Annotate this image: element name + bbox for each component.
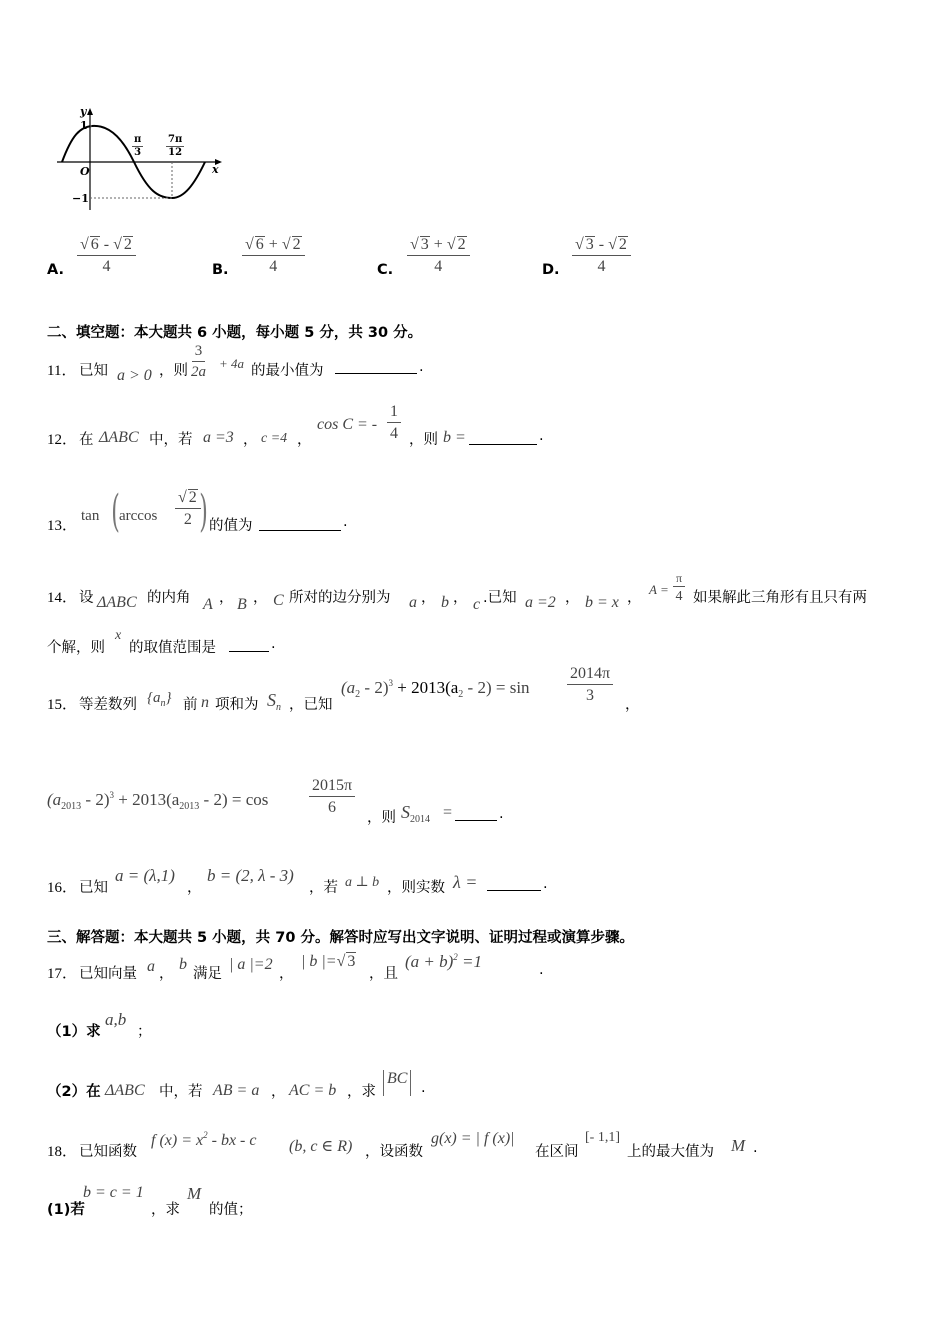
option-d-value: $\frac{√ 3 - √ 2}{4}$ bbox=[572, 236, 631, 275]
q11-fraction: $\frac{3}{2a}$ bbox=[191, 343, 206, 380]
q17-part-2-sep: ， bbox=[271, 1084, 286, 1100]
question-14 bbox=[47, 572, 907, 662]
q15-fraction-1: $\frac{2014\pi}{3}$ bbox=[567, 666, 613, 704]
q18-part-1-condition: b = c = 1 bbox=[83, 1184, 144, 1201]
option-a-letter: A. bbox=[47, 262, 64, 278]
q17-part-2 bbox=[47, 1066, 467, 1102]
q18-g-function: g(x) = | f (x)| bbox=[431, 1130, 515, 1147]
q13-arccos: arccos bbox=[119, 508, 158, 524]
q16-sep: ， bbox=[187, 880, 202, 896]
q11-end: . bbox=[419, 359, 424, 375]
q14-fraction: $\frac{\pi}{4}$ bbox=[673, 572, 685, 604]
q15-answer-blank[interactable] bbox=[455, 808, 497, 821]
graph-pi-third-label: $\frac{\pi}{3}$ bbox=[134, 134, 142, 158]
q14-number: 14． bbox=[47, 590, 78, 606]
q17-a: a bbox=[147, 958, 155, 975]
q15-number: 15． bbox=[47, 697, 78, 713]
q17-condition: $(a + b)^2 =1$ bbox=[405, 952, 483, 971]
q18-M: M bbox=[731, 1136, 746, 1155]
q18-text-2: ，设函数 bbox=[365, 1144, 423, 1160]
question-16 bbox=[47, 862, 607, 898]
q12-end: . bbox=[539, 428, 544, 444]
q12-number: 12． bbox=[47, 432, 78, 448]
q16-text-2: ，若 bbox=[309, 880, 338, 896]
q15-text-3: 项和为 bbox=[215, 697, 259, 713]
q12-sep-2: ， bbox=[297, 432, 312, 448]
q17-part-1-math: a,b bbox=[105, 1010, 127, 1029]
question-12 bbox=[47, 402, 607, 454]
option-c-value: $\frac{√ 3 + √ 2}{4}$ bbox=[407, 236, 470, 275]
q14-text-7: 的取值范围是 bbox=[129, 640, 216, 656]
q18-part-1-M: M bbox=[187, 1184, 202, 1203]
q18-part-1-text: ，求 bbox=[151, 1202, 180, 1218]
q17-mod-b: | b |=√ 3 bbox=[301, 953, 356, 970]
q18-number: 18． bbox=[47, 1144, 78, 1160]
q12-text-2: 中，若 bbox=[149, 432, 193, 448]
graph-x-label: x bbox=[212, 163, 219, 176]
q13-left-paren: ( bbox=[111, 486, 120, 537]
q17-sep: ， bbox=[159, 966, 174, 982]
q13-tan: tan bbox=[81, 508, 100, 524]
q12-cos: cos C = - bbox=[317, 416, 378, 433]
q11-answer-blank[interactable] bbox=[335, 361, 417, 374]
q14-end: . bbox=[271, 636, 276, 652]
q15-text-4: ，已知 bbox=[289, 697, 333, 713]
q18-part-1 bbox=[47, 1180, 347, 1216]
q11-condition: a > 0 bbox=[117, 367, 152, 384]
q17-b: b bbox=[179, 956, 187, 973]
q14-text-1: 设 bbox=[79, 590, 94, 606]
q14-A-eq: A = bbox=[649, 582, 669, 597]
q17-part-2-text-2: ，求 bbox=[347, 1084, 376, 1100]
graph-y-label: y bbox=[80, 105, 87, 118]
q18-end: . bbox=[753, 1140, 758, 1156]
q12-a-value: a =3 bbox=[203, 429, 234, 446]
q12-c-value: c =4 bbox=[261, 431, 288, 446]
q17-part-2-triangle: ΔABC bbox=[105, 1082, 145, 1099]
option-a-value: $\frac{√ 6 - √ 2}{4}$ bbox=[77, 236, 136, 275]
q18-condition: (b, c ∈ R) bbox=[289, 1138, 353, 1155]
q16-b-vector: b = (2, λ - 3) bbox=[207, 866, 294, 885]
option-b-value: $\frac{√ 6 + √ 2}{4}$ bbox=[242, 236, 305, 275]
q13-text-1: 的值为 bbox=[209, 518, 253, 534]
q17-mod-a: | a |=2 bbox=[229, 956, 273, 973]
q15-sequence: $\{a_n\}$ bbox=[147, 690, 172, 709]
q14-triangle: ΔABC bbox=[97, 594, 137, 611]
q15-text-2: 前 bbox=[183, 697, 198, 713]
q15-S-2014: $S_{2014}$ bbox=[401, 802, 430, 825]
question-18 bbox=[47, 1124, 807, 1164]
q15-equals: = bbox=[443, 804, 453, 821]
graph-origin-label: O bbox=[80, 165, 90, 178]
q15-equation-1: $(a_2 - 2)^3 + 2013(a_2 - 2) = \sin$ bbox=[341, 678, 530, 700]
q17-part-2-ab: AB = a bbox=[213, 1082, 260, 1099]
q16-text-3: ，则实数 bbox=[387, 880, 445, 896]
q15-fraction-2: $\frac{2015\pi}{6}$ bbox=[309, 778, 355, 816]
question-17 bbox=[47, 948, 567, 988]
q14-comma-6: ， bbox=[627, 590, 642, 606]
q16-end: . bbox=[543, 876, 548, 892]
q12-fraction: $\frac{1}{4}$ bbox=[387, 404, 401, 442]
section2-heading: 二、填空题：本大题共 6 小题，每小题 5 分，共 30 分。 bbox=[47, 325, 423, 341]
q17-part-2-end: . bbox=[421, 1080, 426, 1096]
q14-comma-5: ， bbox=[565, 590, 580, 606]
q14-comma-4: ， bbox=[453, 590, 468, 606]
q14-b: b bbox=[441, 594, 449, 611]
section3-heading: 三、解答题：本大题共 5 小题，共 70 分。解答时应写出文字说明、证明过程或演算步骤。 bbox=[47, 930, 634, 946]
q11-text-1: 已知 bbox=[79, 363, 108, 379]
q17-part-1 bbox=[47, 1008, 247, 1042]
q12-text-3: ，则 bbox=[409, 432, 438, 448]
q14-B: B bbox=[237, 596, 247, 613]
q17-part-2-bc: BC bbox=[383, 1070, 411, 1096]
question-15 bbox=[47, 664, 747, 834]
graph-minus-one-label: −1 bbox=[72, 192, 89, 205]
q18-text-1: 已知函数 bbox=[79, 1144, 137, 1160]
q17-text-1: 已知向量 bbox=[79, 966, 137, 982]
q12-sep-1: ， bbox=[243, 432, 258, 448]
q18-interval: [- 1,1] bbox=[585, 1130, 620, 1145]
q17-text-2: 满足 bbox=[193, 966, 222, 982]
q14-x: x bbox=[115, 628, 122, 643]
q14-comma-3: ， bbox=[421, 590, 436, 606]
q12-triangle: ΔABC bbox=[99, 429, 139, 446]
q14-comma-2: ， bbox=[253, 590, 268, 606]
q12-b: b = bbox=[443, 429, 466, 446]
q18-part-1-end: 的值； bbox=[209, 1202, 253, 1218]
q13-fraction: $\frac{√ 2}{2}$ bbox=[175, 489, 201, 528]
q11-number: 11． bbox=[47, 363, 77, 379]
q17-end: . bbox=[539, 962, 544, 978]
q16-a-vector: a = (λ,1) bbox=[115, 866, 175, 885]
q14-c: c bbox=[473, 596, 481, 613]
q14-text-5: 如果解此三角形有且只有两 bbox=[693, 590, 867, 606]
q17-number: 17． bbox=[47, 966, 78, 982]
q16-lambda: λ = bbox=[453, 872, 478, 892]
q14-A: A bbox=[203, 596, 213, 613]
q17-part-2-ac: AC = b bbox=[289, 1082, 337, 1099]
q17-part-2-label: （2）在 bbox=[47, 1084, 101, 1100]
q13-answer-blank[interactable] bbox=[259, 518, 341, 531]
q15-text-6: ，则 bbox=[367, 810, 396, 826]
q15-n: n bbox=[201, 694, 209, 711]
q16-number: 16． bbox=[47, 880, 78, 896]
q17-part-2-text: 中，若 bbox=[159, 1084, 203, 1100]
question-11 bbox=[47, 344, 547, 390]
graph-seven-pi-label: $\frac{7\pi}{12}$ bbox=[168, 134, 183, 158]
q12-text-1: 在 bbox=[79, 432, 94, 448]
q14-text-3: 所对的边分别为 bbox=[289, 590, 391, 606]
q16-text-1: 已知 bbox=[79, 880, 108, 896]
question-13 bbox=[47, 486, 447, 546]
q11-text-2: ，则 bbox=[159, 363, 188, 379]
y-axis-arrow bbox=[87, 108, 93, 115]
q14-comma-1: ， bbox=[219, 590, 234, 606]
q11-tail: + 4a bbox=[219, 356, 245, 371]
q17-text-3: ，且 bbox=[369, 966, 398, 982]
q15-end: . bbox=[499, 806, 504, 822]
q15-S-n: $S_n$ bbox=[267, 690, 281, 713]
q14-text-2: 的内角 bbox=[147, 590, 191, 606]
q18-text-3: 在区间 bbox=[535, 1144, 579, 1160]
option-b-letter: B. bbox=[212, 262, 229, 278]
q18-part-1-label: (1)若 bbox=[47, 1202, 85, 1218]
q14-text-4: .已知 bbox=[483, 590, 517, 606]
q13-number: 13． bbox=[47, 518, 78, 534]
q15-text-1: 等差数列 bbox=[79, 697, 137, 713]
q13-right-paren: ) bbox=[199, 486, 208, 537]
option-c-letter: C. bbox=[377, 262, 394, 278]
sine-graph bbox=[52, 105, 232, 215]
q15-text-5: ， bbox=[625, 697, 640, 713]
q17-sep-2: ， bbox=[279, 966, 294, 982]
q13-end: . bbox=[343, 514, 348, 530]
q15-equation-2: $(a_{2013} - 2)^3 + 2013(a_{2013} - 2) = \cos$ bbox=[47, 790, 269, 812]
q17-part-1-label: （1）求 bbox=[47, 1024, 101, 1040]
q14-C: C bbox=[273, 592, 284, 609]
q14-a: a bbox=[409, 594, 417, 611]
option-d-letter: D. bbox=[542, 262, 560, 278]
q16-answer-blank[interactable] bbox=[487, 878, 541, 891]
q14-b-eq: b = x bbox=[585, 594, 619, 611]
graph-one-label: 1 bbox=[80, 119, 88, 132]
q14-answer-blank[interactable] bbox=[229, 639, 269, 652]
q18-text-4: 上的最大值为 bbox=[627, 1144, 714, 1160]
q16-perp: a ⊥ b bbox=[345, 875, 380, 890]
q14-a-eq: a =2 bbox=[525, 594, 556, 611]
q11-text-3: 的最小值为 bbox=[251, 363, 324, 379]
q14-text-6: 个解，则 bbox=[47, 640, 105, 656]
q12-answer-blank[interactable] bbox=[469, 432, 537, 445]
q18-function: f $(x) = x^2$ - bx - c bbox=[151, 1130, 257, 1149]
q17-part-1-end: ； bbox=[137, 1024, 152, 1040]
